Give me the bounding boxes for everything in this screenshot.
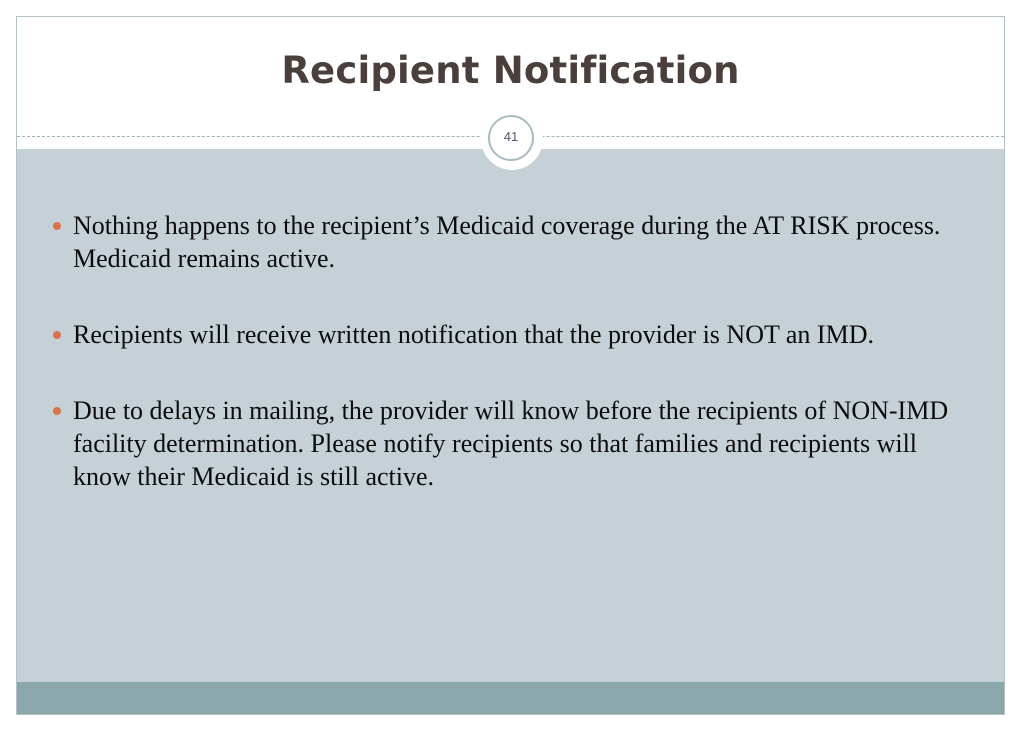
bullet-item xyxy=(53,318,953,351)
bullet-dot-icon xyxy=(53,331,61,339)
bullet-dot-icon xyxy=(53,222,61,230)
bullet-text: Recipients will receive written notification that the provider is NOT an IMD. xyxy=(73,320,874,349)
slide xyxy=(16,16,1005,715)
bullet-item xyxy=(53,394,953,493)
page-number: 41 xyxy=(488,115,534,161)
bullet-text: Due to delays in mailing, the provider will know before the recipients of NON-IMD facility determination. Please notify recipients so that families and recipients will know their Medicaid is still active. xyxy=(73,396,949,491)
footer-bar xyxy=(17,682,1004,715)
page-number-badge xyxy=(481,108,543,170)
slide-title: Recipient Notification xyxy=(281,49,740,92)
bullet-list xyxy=(53,209,953,536)
bullet-item xyxy=(53,209,953,275)
bullet-text: Nothing happens to the recipient’s Medicaid coverage during the AT RISK process. Medicaid remains active. xyxy=(73,211,941,273)
bullet-dot-icon xyxy=(53,407,61,415)
